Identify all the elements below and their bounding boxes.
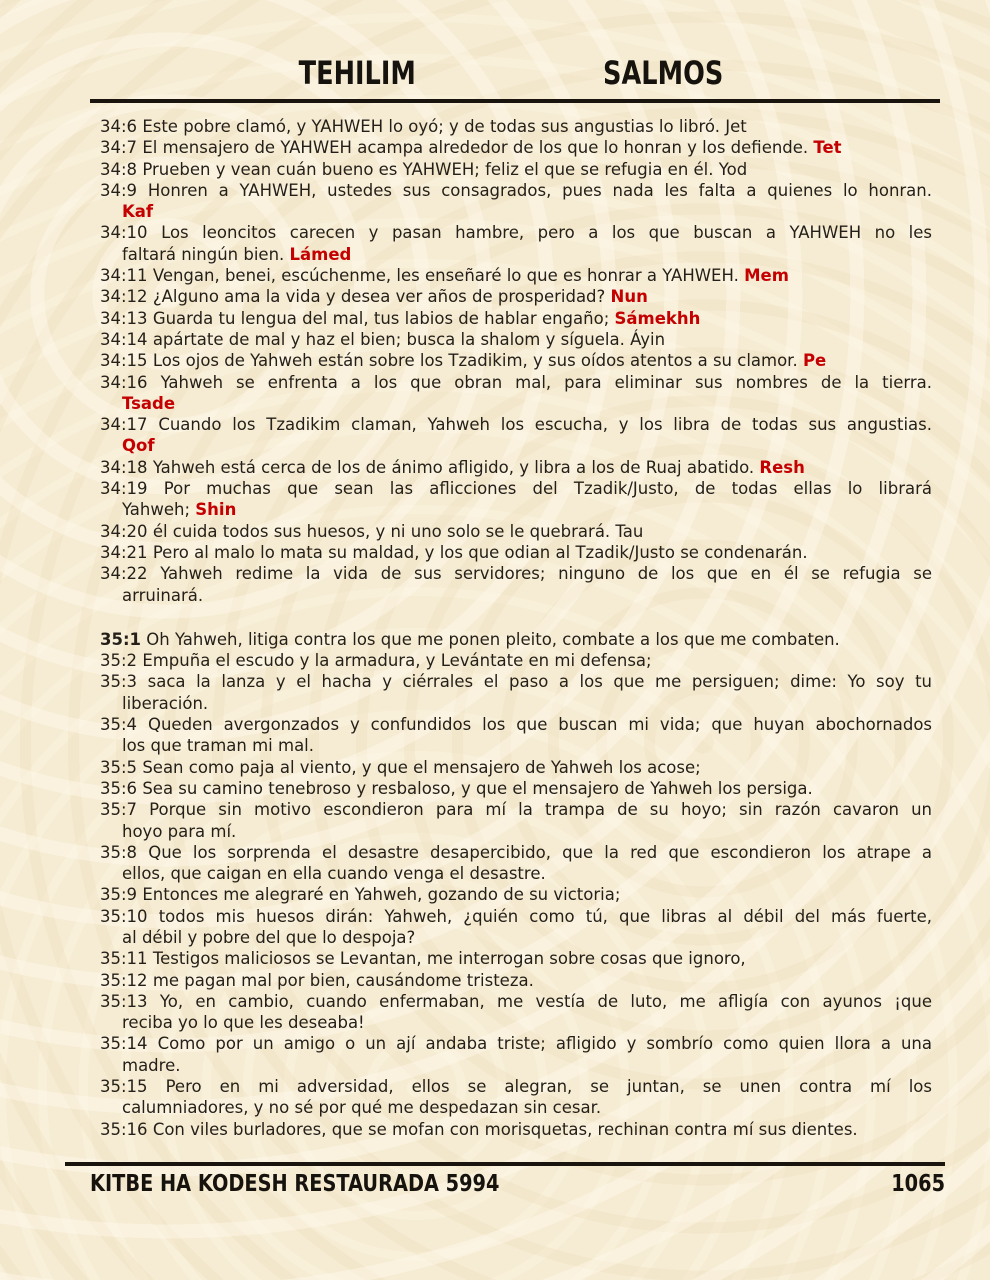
verse-paragraph bbox=[100, 1033, 932, 1076]
verse-text: Por muchas que sean las aflicciones del Tzadik/Justo, de todas ellas lo librará bbox=[163, 479, 932, 499]
verse-line bbox=[100, 435, 932, 456]
verse-number: 34:7 bbox=[100, 138, 138, 158]
verse-number: 35:5 bbox=[100, 757, 138, 777]
verse-line bbox=[100, 735, 932, 756]
verse-text: todos mis huesos dirán: Yahweh, ¿quién como tú, que libras al débil del más fuerte, bbox=[158, 906, 932, 926]
verse-number: 35:3 bbox=[100, 672, 138, 692]
verse-paragraph bbox=[100, 308, 932, 329]
verse-line bbox=[100, 329, 932, 350]
verse-text: él cuida todos sus huesos, y ni uno solo se le quebrará. Tau bbox=[152, 521, 644, 541]
verse-text: Sean como paja al viento, y que el mensajero de Yahweh los acose; bbox=[142, 757, 701, 777]
verse-paragraph bbox=[100, 329, 932, 350]
verse-number: 34:15 bbox=[100, 351, 148, 371]
verse-number: 34:8 bbox=[100, 159, 138, 179]
hebrew-letter-label: Nun bbox=[610, 287, 648, 307]
verse-line bbox=[100, 948, 932, 969]
footer-edition-label: KITBE HA KODESH RESTAURADA 5994 bbox=[90, 1171, 500, 1197]
verse-line bbox=[100, 222, 932, 243]
verse-number: 35:9 bbox=[100, 885, 138, 905]
verse-number: 35:2 bbox=[100, 651, 138, 671]
verse-number: 34:19 bbox=[100, 479, 148, 499]
verse-paragraph bbox=[100, 650, 932, 671]
verse-line bbox=[100, 1097, 932, 1118]
verse-text: apártate de mal y haz el bien; busca la shalom y síguela. Áyin bbox=[152, 329, 666, 349]
verse-line bbox=[100, 350, 932, 371]
verse-number: 35:6 bbox=[100, 778, 138, 798]
verse-text: Testigos maliciosos se Levantan, me interrogan sobre cosas que ignoro, bbox=[152, 949, 746, 969]
hebrew-letter-label: Tsade bbox=[122, 393, 176, 413]
verse-number: 34:9 bbox=[100, 180, 138, 200]
verse-line bbox=[100, 499, 932, 520]
verse-line bbox=[100, 159, 932, 180]
verse-text: Yahweh; bbox=[122, 500, 196, 520]
verse-paragraph bbox=[100, 842, 932, 885]
verse-paragraph bbox=[100, 799, 932, 842]
verse-text: Prueben y vean cuán bueno es YAHWEH; feliz el que se refugia en él. Yod bbox=[142, 159, 748, 179]
verse-number: 34:11 bbox=[100, 266, 148, 286]
verse-line bbox=[100, 778, 932, 799]
verse-text: Los leoncitos carecen y pasan hambre, pero a los que buscan a YAHWEH no les bbox=[161, 223, 932, 243]
verse-text: al débil y pobre del que lo despoja? bbox=[122, 927, 416, 947]
verse-text: Entonces me alegraré en Yahweh, gozando de su victoria; bbox=[142, 885, 621, 905]
hebrew-letter-label: Tet bbox=[813, 138, 842, 158]
verse-line bbox=[100, 265, 932, 286]
hebrew-letter-label: Pe bbox=[802, 351, 827, 371]
verse-line bbox=[100, 372, 932, 393]
verse-paragraph bbox=[100, 137, 932, 158]
verse-text: reciba yo lo que les deseaba! bbox=[122, 1013, 365, 1033]
verse-paragraph bbox=[100, 778, 932, 799]
verse-number: 35:4 bbox=[100, 715, 138, 735]
verse-line bbox=[100, 927, 932, 948]
verse-number: 35:13 bbox=[100, 991, 148, 1011]
verse-text: Cuando los Tzadikim claman, Yahweh los escucha, y los libra de todas sus angustias. bbox=[158, 415, 932, 435]
verse-line bbox=[100, 693, 932, 714]
verse-line bbox=[100, 671, 932, 692]
verse-paragraph bbox=[100, 671, 932, 714]
verse-text: Que los sorprenda el desastre desapercibido, que la red que escondieron los atrape a bbox=[148, 842, 932, 862]
verse-line bbox=[100, 116, 932, 137]
verse-line bbox=[100, 884, 932, 905]
verse-line bbox=[100, 286, 932, 307]
verse-number: 35:11 bbox=[100, 949, 148, 969]
verse-line bbox=[100, 563, 932, 584]
verse-paragraph bbox=[100, 414, 932, 457]
verse-number: 35:8 bbox=[100, 842, 138, 862]
verse-line bbox=[100, 244, 932, 265]
verse-paragraph bbox=[100, 757, 932, 778]
hebrew-letter-label: Resh bbox=[759, 457, 805, 477]
hebrew-letter-label: Shin bbox=[195, 500, 237, 520]
verse-number: 34:13 bbox=[100, 308, 148, 328]
verse-line bbox=[100, 1033, 932, 1054]
verse-number: 34:18 bbox=[100, 457, 148, 477]
page-footer bbox=[90, 1171, 945, 1197]
verse-paragraph bbox=[100, 948, 932, 969]
verse-line bbox=[100, 137, 932, 158]
hebrew-letter-label: Mem bbox=[744, 266, 789, 286]
verse-paragraph bbox=[100, 906, 932, 949]
verse-text: liberación. bbox=[122, 693, 209, 713]
verse-paragraph bbox=[100, 991, 932, 1034]
verse-paragraph bbox=[100, 159, 932, 180]
verse-number: 35:10 bbox=[100, 906, 148, 926]
verse-number: 34:12 bbox=[100, 287, 148, 307]
header-rule bbox=[90, 99, 940, 103]
verse-line bbox=[100, 414, 932, 435]
verse-line bbox=[100, 457, 932, 478]
verse-text: Guarda tu lengua del mal, tus labios de hablar engaño; bbox=[152, 308, 615, 328]
verse-paragraph bbox=[100, 180, 932, 223]
verse-text: Sea su camino tenebroso y resbaloso, y que el mensajero de Yahweh los persiga. bbox=[142, 778, 813, 798]
verse-line bbox=[100, 863, 932, 884]
verse-number: 34:14 bbox=[100, 329, 148, 349]
verse-number: 34:17 bbox=[100, 415, 148, 435]
verse-number: 34:20 bbox=[100, 521, 148, 541]
verse-paragraph bbox=[100, 222, 932, 265]
verse-number: 35:12 bbox=[100, 970, 148, 990]
verse-text: hoyo para mí. bbox=[122, 821, 237, 841]
verse-paragraph bbox=[100, 884, 932, 905]
verse-line bbox=[100, 393, 932, 414]
verse-text: Oh Yahweh, litiga contra los que me ponen pleito, combate a los que me combaten. bbox=[146, 629, 840, 649]
verse-line bbox=[100, 1012, 932, 1033]
verse-number: 34:10 bbox=[100, 223, 148, 243]
header-title-left: TEHILIM bbox=[298, 54, 416, 92]
verse-text: Empuña el escudo y la armadura, y Levántate en mi defensa; bbox=[142, 651, 652, 671]
verse-paragraph bbox=[100, 563, 932, 606]
verse-text: ellos, que caigan en ella cuando venga el desastre. bbox=[122, 864, 546, 884]
verse-paragraph bbox=[100, 521, 932, 542]
verse-list bbox=[100, 116, 932, 1140]
verse-text: Este pobre clamó, y YAHWEH lo oyó; y de todas sus angustias lo libró. Jet bbox=[142, 117, 747, 136]
verse-text: madre. bbox=[122, 1055, 181, 1075]
verse-line bbox=[100, 757, 932, 778]
verse-paragraph bbox=[100, 478, 932, 521]
verse-text: los que traman mi mal. bbox=[122, 736, 315, 756]
verse-text: Queden avergonzados y confundidos los que buscan mi vida; que huyan abochornados bbox=[147, 715, 933, 735]
verse-number: 35:15 bbox=[100, 1077, 148, 1097]
verse-number: 34:21 bbox=[100, 542, 148, 562]
verse-text: Yahweh se enfrenta a los que obran mal, para eliminar sus nombres de la tierra. bbox=[160, 372, 932, 392]
verse-text: Yahweh redime la vida de sus servidores; ninguno de los que en él se refugia se bbox=[160, 564, 932, 584]
verse-paragraph bbox=[100, 372, 932, 415]
verse-number: 35:7 bbox=[100, 800, 138, 820]
verse-number: 35:14 bbox=[100, 1034, 148, 1054]
page-header bbox=[16, 54, 990, 92]
verse-number: 35:1 bbox=[100, 629, 142, 649]
verse-number: 34:16 bbox=[100, 372, 148, 392]
verse-line bbox=[100, 906, 932, 927]
verse-text: calumniadores, y no sé por qué me despedazan sin cesar. bbox=[122, 1098, 602, 1118]
verse-line bbox=[100, 650, 932, 671]
page-number: 1065 bbox=[891, 1171, 945, 1197]
verse-paragraph bbox=[100, 265, 932, 286]
verse-paragraph bbox=[100, 116, 932, 137]
hebrew-letter-label: Sámekhh bbox=[614, 308, 701, 328]
verse-text: arruinará. bbox=[122, 585, 204, 605]
verse-text: Honren a YAHWEH, ustedes sus consagrados, pues nada les falta a quienes lo honran. bbox=[147, 180, 932, 200]
verse-text: Vengan, benei, escúchenme, les enseñaré lo que es honrar a YAHWEH. bbox=[152, 266, 745, 286]
hebrew-letter-label: Kaf bbox=[122, 202, 154, 222]
verse-text: Los ojos de Yahweh están sobre los Tzadikim, y sus oídos atentos a su clamor. bbox=[152, 351, 803, 371]
verse-paragraph bbox=[100, 1076, 932, 1119]
verse-text: El mensajero de YAHWEH acampa alrededor de los que lo honran y los defiende. bbox=[142, 138, 814, 158]
verse-text: me pagan mal por bien, causándome tristeza. bbox=[152, 970, 534, 990]
verse-number: 34:22 bbox=[100, 564, 148, 584]
verse-text: ¿Alguno ama la vida y desea ver años de prosperidad? bbox=[152, 287, 611, 307]
verse-line bbox=[100, 542, 932, 563]
hebrew-letter-label: Lámed bbox=[289, 244, 352, 264]
verse-paragraph bbox=[100, 1119, 932, 1140]
verse-text: Porque sin motivo escondieron para mí la trampa de su hoyo; sin razón cavaron un bbox=[149, 800, 933, 820]
verse-text: Con viles burladores, que se mofan con morisquetas, rechinan contra mí sus dientes. bbox=[152, 1119, 858, 1139]
verse-line bbox=[100, 180, 932, 201]
verse-line bbox=[100, 1119, 932, 1140]
verse-text: Como por un amigo o un ají andaba triste; afligido y sombrío como quien llora a una bbox=[157, 1034, 932, 1054]
verse-paragraph bbox=[100, 970, 932, 991]
verse-line bbox=[100, 714, 932, 735]
verse-text: Yo, en cambio, cuando enfermaban, me vestía de luto, me afligía con ayunos ¡que bbox=[159, 991, 932, 1011]
verse-line bbox=[100, 201, 932, 222]
verse-line bbox=[100, 970, 932, 991]
verse-text: Pero en mi adversidad, ellos se alegran, se juntan, se unen contra mí los bbox=[165, 1077, 932, 1097]
verse-line bbox=[100, 629, 932, 650]
verse-paragraph bbox=[100, 714, 932, 757]
verse-text: Pero al malo lo mata su maldad, y los que odian al Tzadik/Justo se condenarán. bbox=[152, 542, 808, 562]
verse-paragraph bbox=[100, 542, 932, 563]
verse-number: 34:6 bbox=[100, 117, 138, 136]
verse-text: Yahweh está cerca de los de ánimo afligido, y libra a los de Ruaj abatido. bbox=[152, 457, 760, 477]
verse-paragraph bbox=[100, 350, 932, 371]
verse-line bbox=[100, 842, 932, 863]
verse-number: 35:16 bbox=[100, 1119, 148, 1139]
hebrew-letter-label: Qof bbox=[122, 436, 155, 456]
verse-line bbox=[100, 991, 932, 1012]
verse-paragraph bbox=[100, 457, 932, 478]
verse-line bbox=[100, 1076, 932, 1097]
verse-line bbox=[100, 799, 932, 820]
verse-paragraph bbox=[100, 629, 932, 650]
verse-line bbox=[100, 1055, 932, 1076]
verse-line bbox=[100, 585, 932, 606]
verse-text: faltará ningún bien. bbox=[122, 244, 290, 264]
verse-paragraph bbox=[100, 286, 932, 307]
verse-line bbox=[100, 521, 932, 542]
verse-line bbox=[100, 308, 932, 329]
verse-line bbox=[100, 821, 932, 842]
header-title-right: SALMOS bbox=[603, 54, 724, 92]
verse-line bbox=[100, 478, 932, 499]
footer-rule bbox=[65, 1162, 945, 1166]
verse-text: saca la lanza y el hacha y ciérrales el paso a los que me persiguen; dime: Yo soy tu bbox=[147, 672, 932, 692]
